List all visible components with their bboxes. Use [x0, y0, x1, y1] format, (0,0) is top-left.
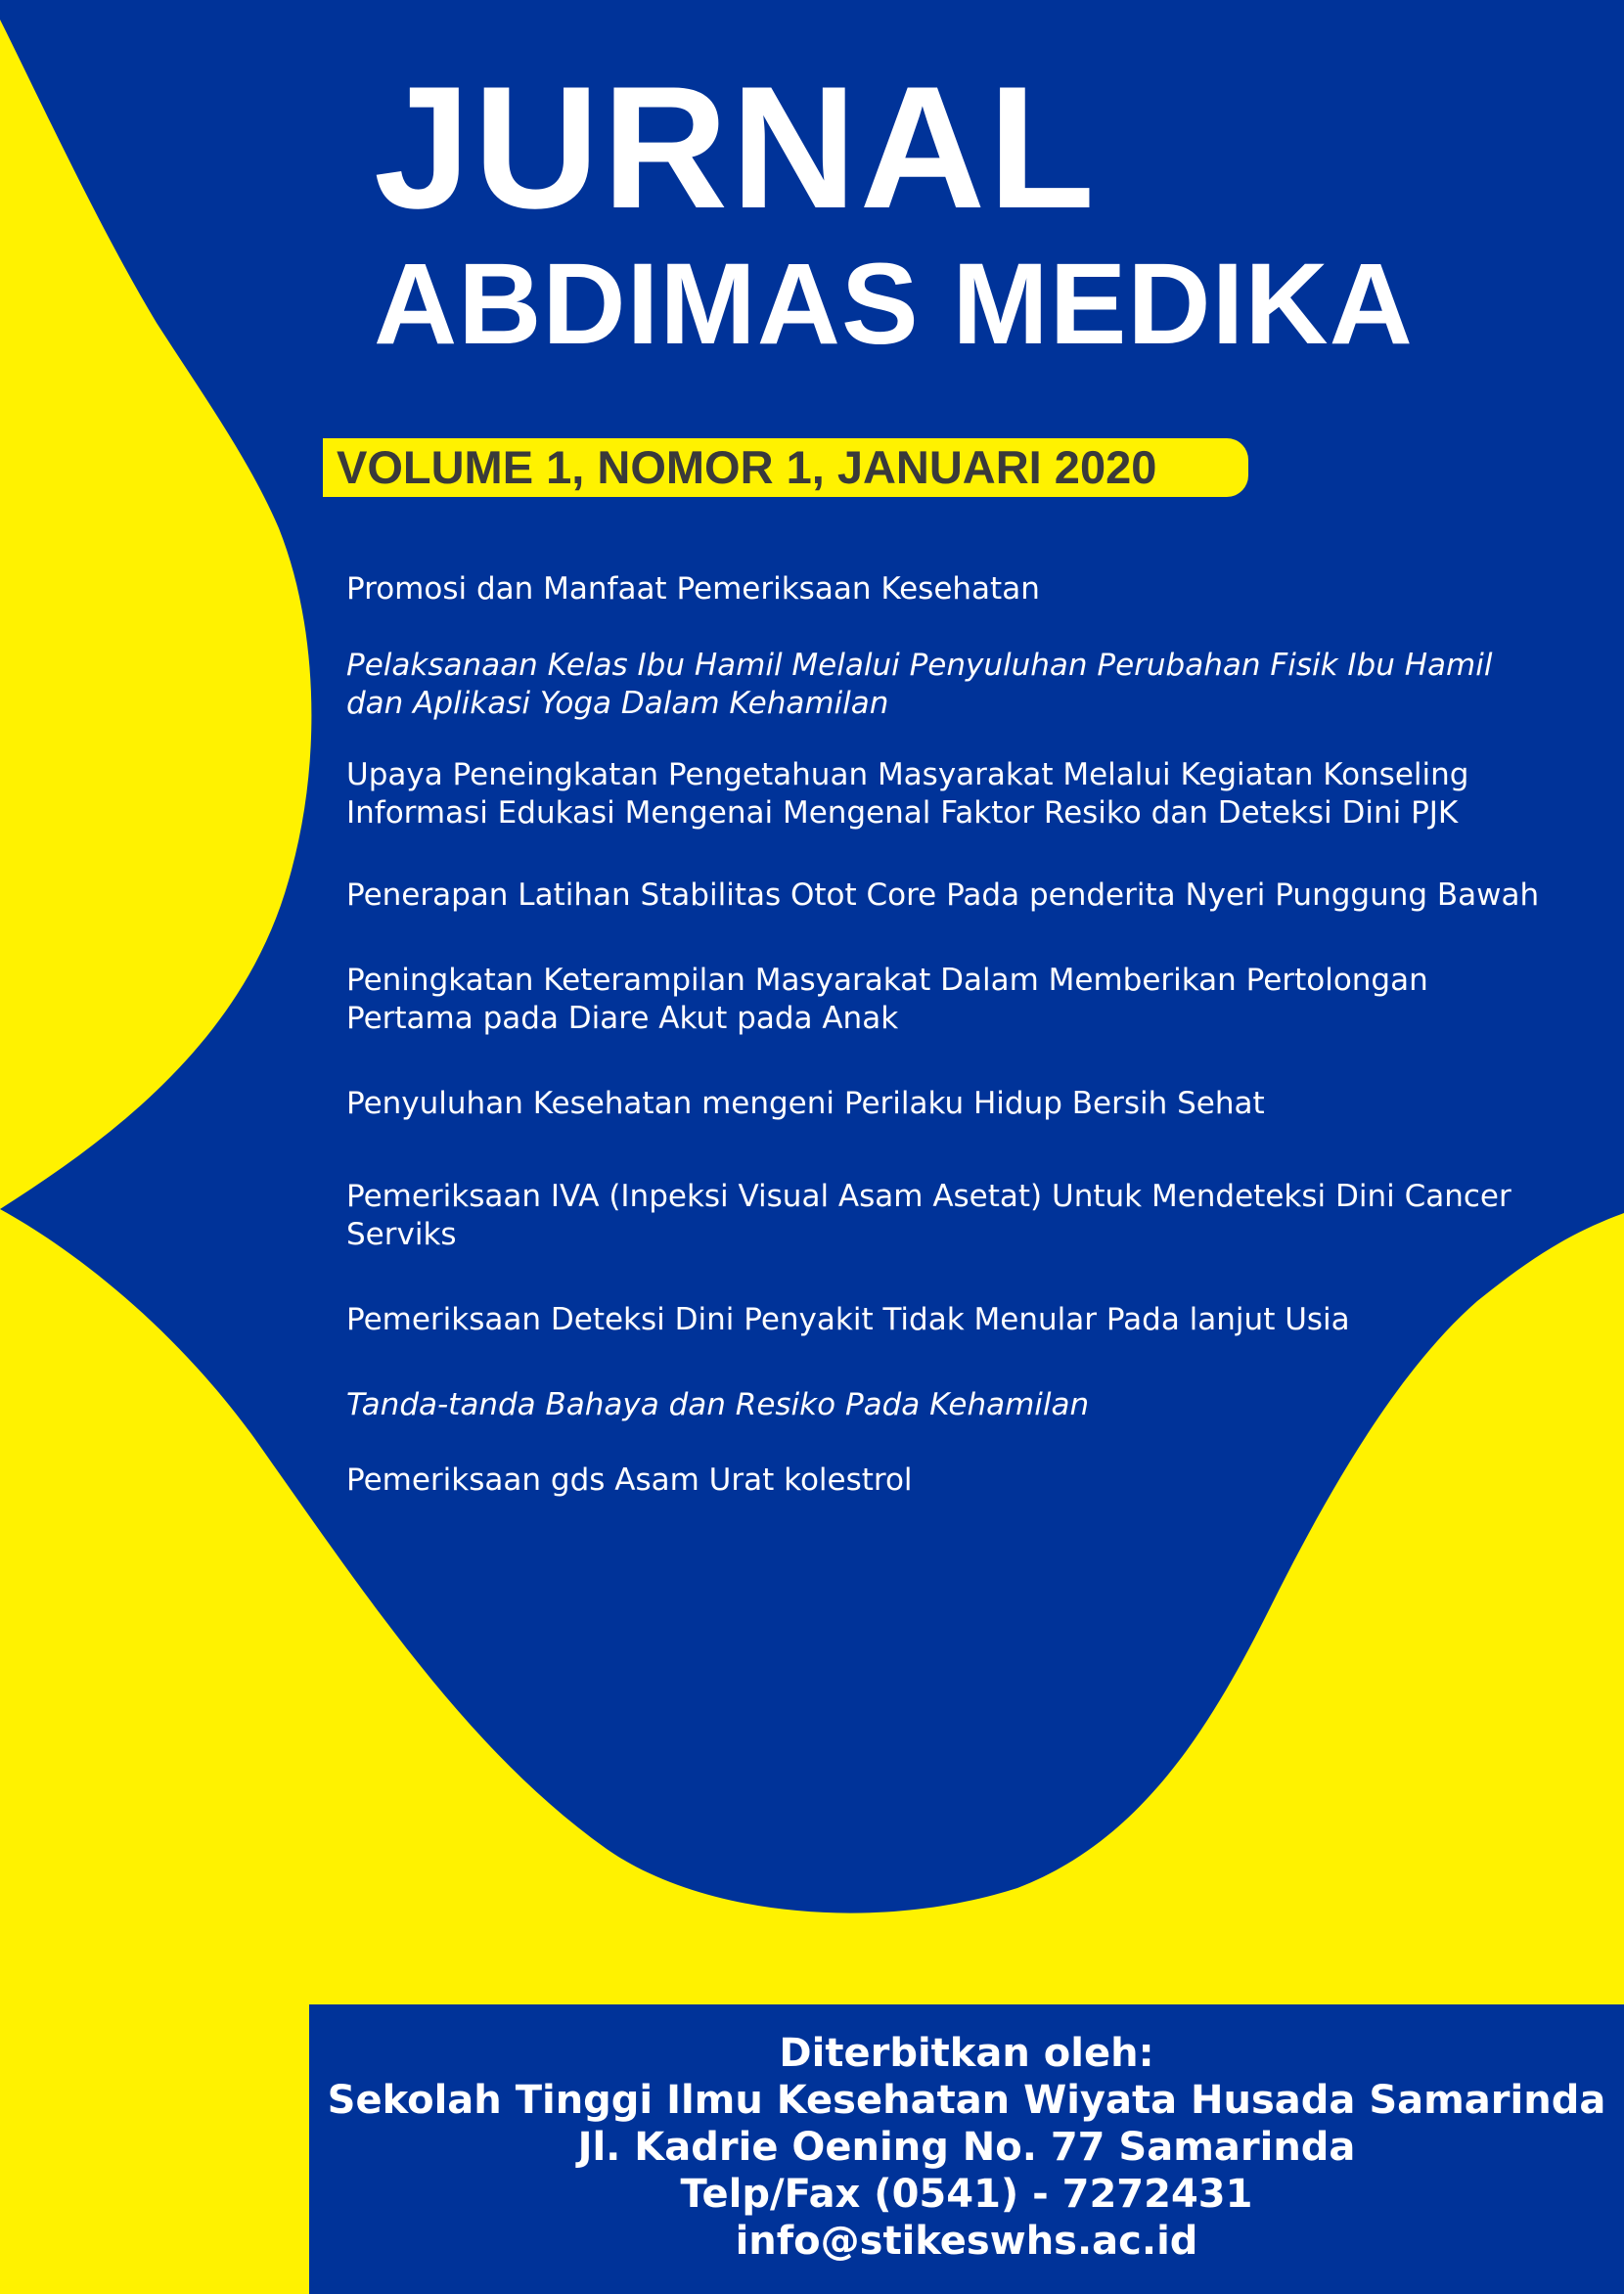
journal-title-line-2: ABDIMAS MEDIKA — [374, 240, 1414, 369]
publisher-name: Sekolah Tinggi Ilmu Kesehatan Wiyata Husada Samarinda — [327, 2078, 1606, 2123]
article-title: Upaya Peneingkatan Pengetahuan Masyarakat Melalui Kegiatan Konseling Informasi Edukasi Mengenai Mengenal Faktor Resiko dan Deteksi Dini PJK — [346, 757, 1469, 831]
article-title: Peningkatan Keterampilan Masyarakat Dalam Memberikan Pertolongan Pertama pada Diare Akut pada Anak — [346, 963, 1428, 1036]
publisher-phone: Telp/Fax (0541) - 7272431 — [680, 2172, 1253, 2217]
article-title: Penerapan Latihan Stabilitas Otot Core Pada penderita Nyeri Punggung Bawah — [346, 877, 1540, 913]
volume-band — [323, 438, 1248, 497]
article-title: Pelaksanaan Kelas Ibu Hamil Melalui Penyuluhan Perubahan Fisik Ibu Hamil dan Aplikasi Yoga Dalam Kehamilan — [346, 648, 1493, 721]
publisher-address: Jl. Kadrie Oening No. 77 Samarinda — [577, 2125, 1356, 2170]
article-title: Tanda-tanda Bahaya dan Resiko Pada Kehamilan — [346, 1387, 1090, 1422]
journal-title-line-1: JURNAL — [374, 50, 1098, 245]
article-title: Penyuluhan Kesehatan mengeni Perilaku Hidup Bersih Sehat — [346, 1086, 1265, 1121]
article-title: Pemeriksaan gds Asam Urat kolestrol — [346, 1462, 913, 1498]
article-title: Promosi dan Manfaat Pemeriksaan Kesehatan — [346, 571, 1040, 607]
publisher-email: info@stikeswhs.ac.id — [735, 2219, 1198, 2264]
publisher-box — [309, 2004, 1624, 2294]
article-title: Pemeriksaan Deteksi Dini Penyakit Tidak Menular Pada lanjut Usia — [346, 1302, 1350, 1337]
article-title: Pemeriksaan IVA (Inpeksi Visual Asam Asetat) Untuk Mendeteksi Dini Cancer Serviks — [346, 1179, 1511, 1252]
volume-label: VOLUME 1, NOMOR 1, JANUARI 2020 — [337, 441, 1157, 493]
publisher-heading: Diterbitkan oleh: — [779, 2031, 1154, 2076]
